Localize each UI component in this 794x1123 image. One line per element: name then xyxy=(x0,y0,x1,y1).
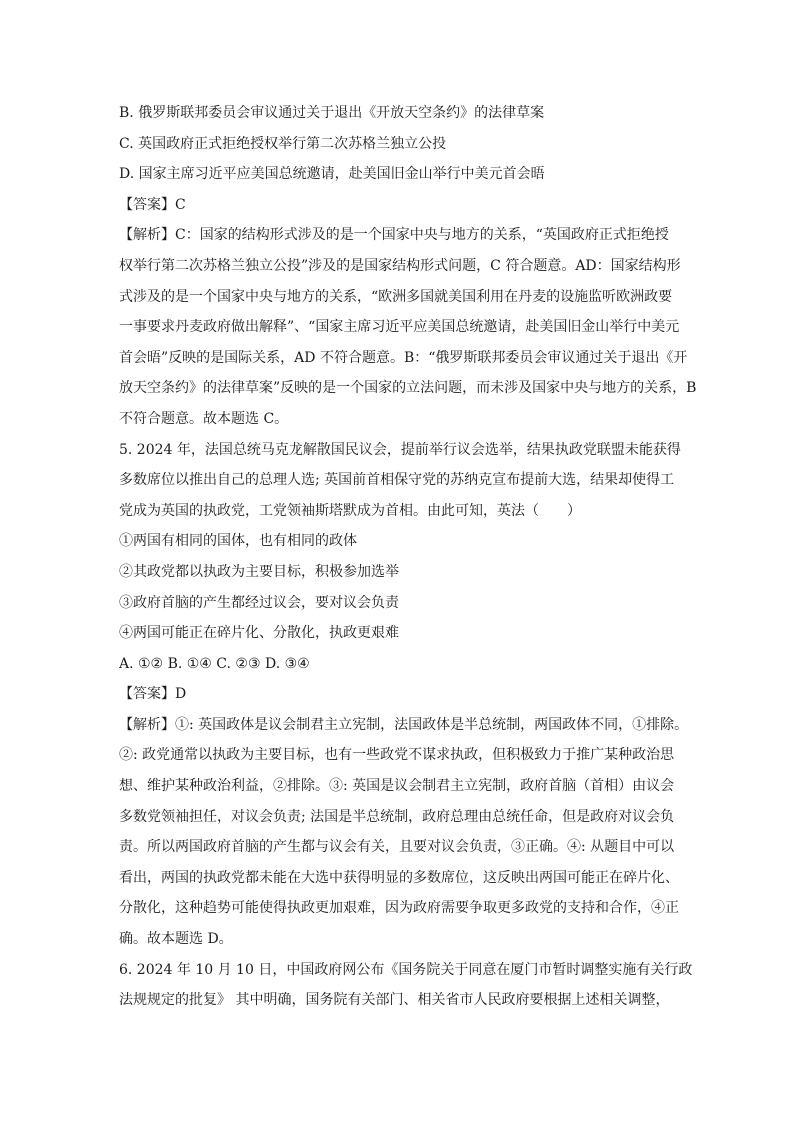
analysis-4-line-1: 【解析】C：国家的结构形式涉及的是一个国家中央与地方的关系，“英国政府正式拒绝授 xyxy=(119,227,669,244)
analysis-5-line-1: 【解析】①: 英国政体是议会制君主立宪制，法国政体是半总统制，两国政体不同，①排除。 xyxy=(119,716,689,733)
analysis-4-line-3: 式涉及的是一个国家中央与地方的关系，“欧洲多国就美国利用在丹麦的设施监听欧洲政要 xyxy=(119,288,673,305)
statement-1: ①两国有相同的国体，也有相同的政体 xyxy=(119,533,357,550)
analysis-4-line-7: 不符合题意。故本题选 C。 xyxy=(119,410,289,427)
question-5-line-3: 党成为英国的执政党，工党领袖斯塔默成为首相。由此可知，英法（ ） xyxy=(119,502,581,519)
question-6-line-1: 6. 2024 年 10 月 10 日，中国政府网公布《国务院关于同意在厦门市暂时调整实施有关行政 xyxy=(119,961,693,978)
statement-2: ②其政党都以执政为主要目标，积极参加选举 xyxy=(119,563,399,580)
analysis-4-line-6: 放天空条约》的法律草案”反映的是一个国家的立法问题，而未涉及国家中央与地方的关系，B xyxy=(119,380,697,397)
statement-4: ④两国可能正在碎片化、分散化，执政更艰难 xyxy=(119,625,399,642)
question-5-line-1: 5. 2024 年，法国总统马克龙解散国民议会，提前举行议会选举，结果执政党联盟未能获得 xyxy=(119,441,681,458)
document-page xyxy=(119,98,699,1016)
analysis-4-line-5: 首会晤”反映的是国际关系，AD 不符合题意。B：“俄罗斯联邦委员会审议通过关于退出《开 xyxy=(119,349,688,366)
analysis-5-line-5: 责。所以两国政府首脑的产生都与议会有关，且要对议会负责，③正确。④: 从题目中可以 xyxy=(119,839,675,856)
option-b: B. 俄罗斯联邦委员会审议通过关于退出《开放天空条约》的法律草案 xyxy=(119,105,545,121)
option-d: D. 国家主席习近平应美国总统邀请，赴美国旧金山举行中美元首会晤 xyxy=(119,166,545,183)
analysis-5-line-2: ②: 政党通常以执政为主要目标，也有一些政党不谋求执政，但积极致力于推广某种政治思 xyxy=(119,747,675,764)
analysis-4-line-4: 一事要求丹麦政府做出解释”、“国家主席习近平应美国总统邀请，赴美国旧金山举行中美元 xyxy=(119,319,680,336)
analysis-4-line-2: 权举行第二次苏格兰独立公投”涉及的是国家结构形式问题，C 符合题意。AD：国家结构形 xyxy=(119,257,681,274)
analysis-5-line-7: 分散化，这种趋势可能使得执政更加艰难，因为政府需要争取更多政党的支持和合作，④正 xyxy=(119,900,679,917)
answer-4: 【答案】C xyxy=(119,196,186,213)
analysis-5-line-3: 想、维护某种政治利益，②排除。③: 英国是议会制君主立宪制，政府首脑（首相）由议会 xyxy=(119,778,675,795)
statement-3: ③政府首脑的产生都经过议会，要对议会负责 xyxy=(119,594,399,611)
analysis-5-line-4: 多数党领袖担任，对议会负责; 法国是半总统制，政府总理由总统任命，但是政府对议会负 xyxy=(119,808,675,825)
analysis-5-line-6: 看出，两国的执政党都未能在大选中获得明显的多数席位，这反映出两国可能正在碎片化、 xyxy=(119,869,679,886)
question-5-line-2: 多数席位以推出自己的总理人选; 英国前首相保守党的苏纳克宣布提前大选，结果却使得工 xyxy=(119,472,675,489)
option-c: C. 英国政府正式拒绝授权举行第二次苏格兰独立公投 xyxy=(119,135,447,152)
answer-5: 【答案】D xyxy=(119,686,187,703)
question-6-line-2: 法规规定的批复》 其中明确，国务院有关部门、相关省市人民政府要根据上述相关调整， xyxy=(119,992,670,1009)
analysis-5-line-8: 确。故本题选 D。 xyxy=(119,931,233,948)
question-5-options: A. ①② B. ①④ C. ②③ D. ③④ xyxy=(119,655,310,672)
